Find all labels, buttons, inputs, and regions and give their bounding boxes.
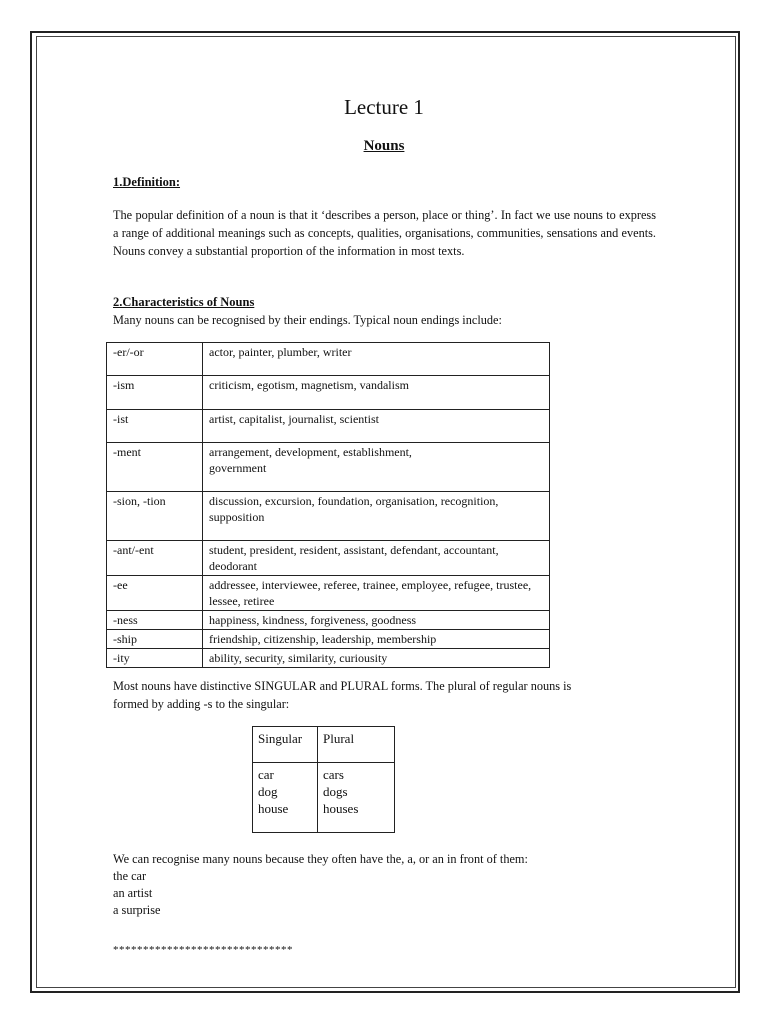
singular-plural-table: [252, 726, 395, 833]
table-header-row: [253, 727, 395, 763]
definition-paragraph: The popular definition of a noun is that it ‘describes a person, place or thing’. In fact we use nouns to express a range of additional meanings such as concepts, qualities, organisations, communities, sensations and events. Nouns convey a substantial proportion of the information in most texts.: [113, 208, 656, 258]
examples-cell: artist, capitalist, journalist, scientist: [203, 410, 550, 443]
table-row: [107, 630, 550, 649]
recognise-text: We can recognise many nouns because they often have the, a, or an in front of them:: [113, 852, 528, 866]
plural-intro: Most nouns have distinctive SINGULAR and PLURAL forms. The plural of regular nouns is formed by adding -s to the singular:: [113, 679, 572, 711]
example-line: a surprise: [113, 903, 161, 917]
singular-header: Singular: [253, 727, 318, 763]
suffix-cell: -sion, -tion: [107, 492, 203, 541]
suffix-cell: -ment: [107, 443, 203, 492]
plural-word: cars: [323, 767, 344, 782]
singular-word: dog: [258, 784, 278, 799]
article-examples: [113, 868, 656, 919]
plural-word: houses: [323, 801, 359, 816]
table-row: [107, 576, 550, 611]
examples-cell: friendship, citizenship, leadership, membership: [203, 630, 550, 649]
table-row: [107, 611, 550, 630]
plural-list: [318, 763, 395, 833]
characteristics-heading: 2.Characteristics of Nouns: [113, 295, 255, 309]
table-row: [107, 343, 550, 376]
examples-cell: criticism, egotism, magnetism, vandalism: [203, 376, 550, 410]
examples-cell: student, president, resident, assistant, defendant, accountant, deodorant: [203, 541, 550, 576]
plural-word: dogs: [323, 784, 348, 799]
examples-cell: happiness, kindness, forgiveness, goodness: [203, 611, 550, 630]
examples-cell: discussion, excursion, foundation, organisation, recognition, supposition: [203, 492, 550, 541]
separator-stars: ******************************: [113, 944, 293, 956]
suffix-cell: -ist: [107, 410, 203, 443]
table-row: [107, 376, 550, 410]
examples-cell: ability, security, similarity, curiousity: [203, 649, 550, 668]
table-row: [107, 410, 550, 443]
table-row: [107, 649, 550, 668]
singular-word: car: [258, 767, 274, 782]
suffix-cell: -ship: [107, 630, 203, 649]
lecture-title: Lecture 1: [344, 95, 424, 119]
noun-endings-table: [106, 342, 550, 668]
example-line: an artist: [113, 886, 153, 900]
suffix-cell: -er/-or: [107, 343, 203, 376]
suffix-cell: -ity: [107, 649, 203, 668]
singular-list: [253, 763, 318, 833]
examples-cell: arrangement, development, establishment, government: [203, 443, 550, 492]
table-row: [253, 763, 395, 833]
plural-header: Plural: [318, 727, 395, 763]
examples-cell: actor, painter, plumber, writer: [203, 343, 550, 376]
suffix-cell: -ness: [107, 611, 203, 630]
suffix-cell: -ant/-ent: [107, 541, 203, 576]
examples-cell: addressee, interviewee, referee, trainee, employee, refugee, trustee, lessee, retiree: [203, 576, 550, 611]
table-row: [107, 443, 550, 492]
table-row: [107, 492, 550, 541]
suffix-cell: -ism: [107, 376, 203, 410]
definition-heading: 1.Definition:: [113, 175, 181, 189]
characteristics-intro: Many nouns can be recognised by their endings. Typical noun endings include:: [113, 313, 502, 327]
topic-title: Nouns: [363, 138, 405, 154]
table-row: [107, 541, 550, 576]
singular-word: house: [258, 801, 289, 816]
suffix-cell: -ee: [107, 576, 203, 611]
example-line: the car: [113, 869, 147, 883]
